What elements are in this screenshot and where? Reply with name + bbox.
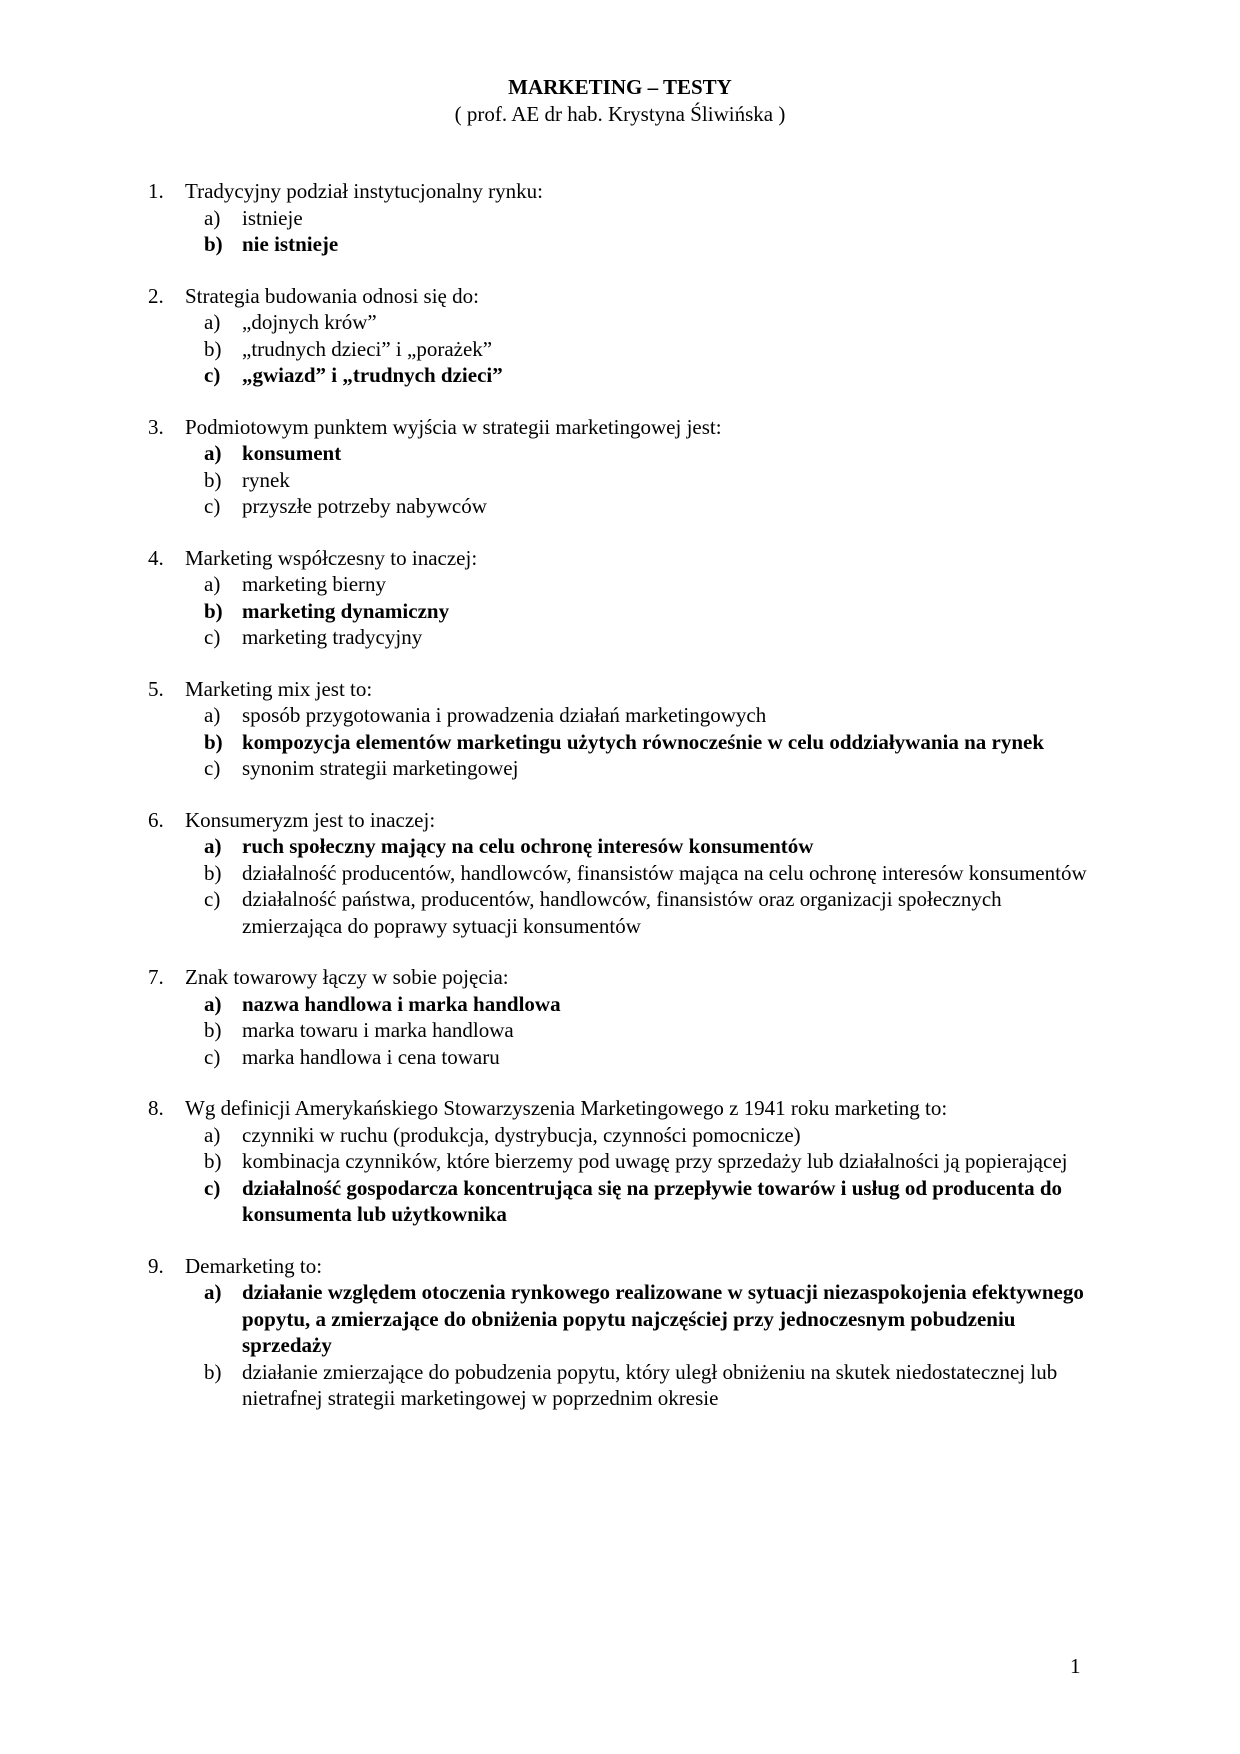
answer-text: działanie zmierzające do pobudzenia popytu, który uległ obniżeniu na skutek niedostatecznej lub nietrafnej strategii marketingowej w poprzednim okresie [242, 1359, 1058, 1410]
question-number: 8. [148, 1096, 164, 1120]
answer-letter: b) [204, 336, 222, 361]
answer-option [148, 1359, 1088, 1412]
question-text-line [148, 545, 1088, 572]
question-item [148, 807, 1088, 940]
answer-text: konsument [242, 441, 342, 465]
answer-letter: b) [204, 860, 222, 885]
answer-option [148, 309, 1088, 336]
answer-option-correct [148, 1175, 1088, 1228]
answer-text: działanie względem otoczenia rynkowego realizowane w sytuacji niezaspokojenia efektywnego popytu, a zmierzające do obniżenia popytu najczęściej przy jednoczesnym pobudzeniu sprzedaży [242, 1280, 1084, 1357]
question-item [148, 414, 1088, 520]
answer-letter: a) [204, 1280, 222, 1304]
answer-list [148, 991, 1088, 1071]
answer-text: nie istnieje [242, 232, 339, 256]
question-text: Strategia budowania odnosi się do: [185, 283, 479, 308]
question-item [148, 178, 1088, 258]
answer-letter: c) [204, 1044, 221, 1069]
answer-option [148, 493, 1088, 520]
question-number: 5. [148, 676, 164, 701]
answer-option-correct [148, 729, 1088, 756]
answer-option [148, 571, 1088, 598]
answer-list [148, 440, 1088, 520]
answer-letter: c) [204, 494, 221, 518]
answer-text: „trudnych dzieci” i „porażek” [242, 336, 493, 361]
question-text: Marketing mix jest to: [185, 676, 373, 701]
answer-option [148, 1122, 1088, 1149]
answer-option [148, 702, 1088, 729]
answer-option-correct [148, 598, 1088, 625]
answer-option-correct [148, 833, 1088, 860]
answer-option [148, 624, 1088, 651]
question-item [148, 283, 1088, 389]
answer-letter: b) [204, 232, 223, 256]
answer-option [148, 886, 1088, 939]
question-list [148, 178, 1088, 1437]
answer-option-correct [148, 991, 1088, 1018]
answer-letter: b) [204, 1359, 222, 1384]
answer-letter: a) [204, 1122, 221, 1147]
answer-option [148, 336, 1088, 363]
question-text-line [148, 807, 1088, 834]
question-item [148, 964, 1088, 1070]
question-number: 2. [148, 283, 164, 308]
answer-text: sposób przygotowania i prowadzenia działań marketingowych [242, 703, 767, 727]
answer-list [148, 833, 1088, 939]
answer-text: działalność producentów, handlowców, finansistów mająca na celu ochronę interesów konsumentów [242, 860, 1087, 885]
answer-text: działalność państwa, producentów, handlowców, finansistów oraz organizacji społecznych zmierzająca do poprawy sytuacji konsumentów [242, 887, 1002, 938]
answer-text: ruch społeczny mający na celu ochronę interesów konsumentów [242, 834, 814, 858]
question-number: 4. [148, 545, 164, 570]
question-text: Podmiotowym punktem wyjścia w strategii marketingowej jest: [185, 414, 722, 439]
answer-text: kompozycja elementów marketingu użytych równocześnie w celu oddziaływania na rynek [242, 729, 1045, 754]
question-number: 7. [148, 965, 164, 989]
answer-letter: b) [204, 729, 223, 754]
answer-text: działalność gospodarcza koncentrująca się na przepływie towarów i usług od producenta do konsumenta lub użytkownika [242, 1175, 1063, 1226]
answer-option-correct [148, 1279, 1088, 1359]
answer-option [148, 860, 1088, 887]
answer-letter: b) [204, 1018, 222, 1042]
answer-text: przyszłe potrzeby nabywców [242, 494, 487, 518]
answer-option-correct [148, 231, 1088, 258]
answer-text: kombinacja czynników, które bierzemy pod uwagę przy sprzedaży lub działalności ją popierającej [242, 1149, 1068, 1173]
answer-list [148, 571, 1088, 651]
page-subtitle: ( prof. AE dr hab. Krystyna Śliwińska ) [454, 102, 786, 126]
question-text: Wg definicji Amerykańskiego Stowarzyszenia Marketingowego z 1941 roku marketing to: [185, 1096, 948, 1120]
answer-letter: c) [204, 887, 221, 911]
question-text-line [148, 964, 1088, 991]
answer-letter: a) [204, 834, 222, 858]
answer-letter: c) [204, 1175, 221, 1200]
answer-letter: c) [204, 363, 221, 387]
answer-option [148, 205, 1088, 232]
answer-letter: a) [204, 441, 222, 465]
answer-list [148, 205, 1088, 258]
question-text-line [148, 1253, 1088, 1280]
question-text: Marketing współczesny to inaczej: [185, 545, 478, 570]
answer-text: marketing tradycyjny [242, 625, 423, 649]
answer-option [148, 1017, 1088, 1044]
question-item [148, 545, 1088, 651]
answer-option [148, 467, 1088, 494]
question-text: Znak towarowy łączy w sobie pojęcia: [185, 965, 509, 989]
question-item [148, 1095, 1088, 1228]
answer-letter: a) [204, 310, 221, 334]
answer-text: czynniki w ruchu (produkcja, dystrybucja, czynności pomocnicze) [242, 1122, 801, 1147]
answer-text: synonim strategii marketingowej [242, 756, 519, 780]
question-text-line [148, 676, 1088, 703]
question-number: 9. [148, 1253, 164, 1278]
answer-letter: c) [204, 756, 221, 780]
answer-letter: b) [204, 598, 223, 623]
question-number: 1. [148, 179, 164, 203]
answer-text: „dojnych krów” [242, 310, 377, 334]
answer-letter: c) [204, 625, 221, 649]
question-text-line [148, 1095, 1088, 1122]
question-text: Demarketing to: [185, 1253, 323, 1278]
question-text-line [148, 178, 1088, 205]
answer-letter: a) [204, 205, 221, 230]
answer-text: marketing dynamiczny [242, 598, 450, 623]
answer-letter: a) [204, 572, 221, 596]
answer-list [148, 702, 1088, 782]
title-block [0, 74, 1240, 128]
question-number: 3. [148, 414, 164, 439]
question-text: Tradycyjny podział instytucjonalny rynku: [185, 179, 543, 203]
question-text: Konsumeryzm jest to inaczej: [185, 807, 436, 832]
question-text-line [148, 414, 1088, 441]
answer-letter: a) [204, 703, 221, 727]
answer-letter: b) [204, 1149, 222, 1173]
answer-text: rynek [242, 467, 290, 492]
answer-text: marka handlowa i cena towaru [242, 1044, 500, 1069]
question-number: 6. [148, 807, 164, 832]
answer-text: istnieje [242, 205, 303, 230]
answer-letter: b) [204, 467, 222, 492]
question-item [148, 1253, 1088, 1412]
question-item [148, 676, 1088, 782]
question-text-line [148, 283, 1088, 310]
page-number: 1 [1070, 1654, 1081, 1678]
answer-text: nazwa handlowa i marka handlowa [242, 991, 561, 1016]
answer-text: „gwiazd” i „trudnych dzieci” [242, 363, 503, 387]
answer-text: marka towaru i marka handlowa [242, 1018, 514, 1042]
page-title: MARKETING – TESTY [508, 75, 732, 99]
answer-text: marketing bierny [242, 572, 387, 596]
answer-option [148, 755, 1088, 782]
answer-option [148, 1044, 1088, 1071]
answer-option-correct [148, 362, 1088, 389]
answer-list [148, 1122, 1088, 1228]
answer-option [148, 1148, 1088, 1175]
answer-list [148, 1279, 1088, 1412]
answer-option-correct [148, 440, 1088, 467]
answer-list [148, 309, 1088, 389]
answer-letter: a) [204, 991, 222, 1016]
